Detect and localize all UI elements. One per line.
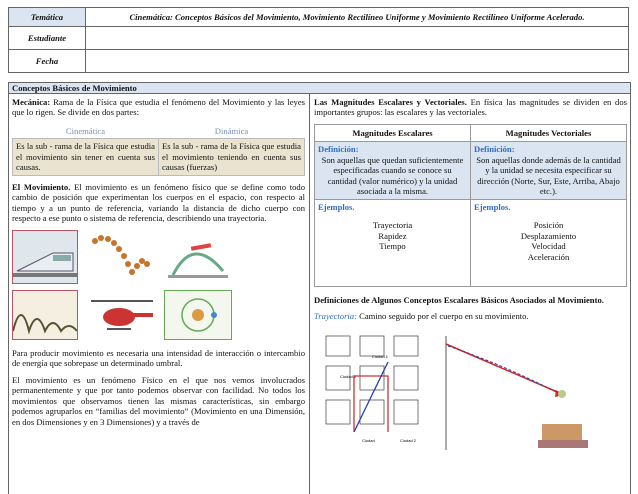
ej-vectoriales-label: Ejemplos. <box>474 201 511 212</box>
diagram-label: Ciudad <box>362 437 375 443</box>
motion-illustrations <box>12 230 305 342</box>
ej-vectoriales-cell <box>471 199 627 286</box>
diagram-label: Ciudad 1 <box>372 353 389 359</box>
ej-escalares-label: Ejemplos. <box>318 201 355 212</box>
train-illustration <box>12 230 78 284</box>
ej-vectorial-item: Aceleración <box>527 251 570 262</box>
estudiante-value[interactable] <box>86 27 629 50</box>
mecanica-paragraph <box>12 97 305 118</box>
mecanica-text: Rama de la Física que estudia el fenómeno del Movimiento y las leyes que lo rigen. Se divide en dos partes: <box>12 97 305 118</box>
trayectoria-term: Trayectoria: <box>314 311 357 322</box>
bouncing-ball-illustration <box>88 232 154 284</box>
definiciones-title-text: Definiciones de Algunos Conceptos Escalares Básicos Asociados al Movimiento. <box>314 294 604 305</box>
tematica-value: Cinemática: Conceptos Básicos del Movimiento, Movimiento Rectilíneo Uniforme y Movimiento Rectilíneo Uniforme Acelerado. <box>86 8 629 27</box>
magnitudes-text: En física las magnitudes se dividen en dos importantes grupos: las escalares y las vectoriales. <box>314 97 627 118</box>
energia-paragraph: Para producir movimiento es necesaria una intensidad de interacción o intercambio de energía que sobrepase un determinado umbral. <box>12 347 305 369</box>
ej-escalares-cell <box>315 199 471 286</box>
magnitudes-table <box>314 124 627 287</box>
trayectoria-text: Camino seguido por el cuerpo en su movimiento. <box>356 311 529 322</box>
city-grid-diagram <box>322 332 430 452</box>
magnitudes-paragraph <box>314 97 627 118</box>
magnitudes-term: Las Magnitudes Escalares y Vectoriales. <box>314 97 467 107</box>
projectile-diagram <box>442 334 592 452</box>
branches-table <box>12 124 305 176</box>
movimiento-text: El movimiento es un fenómeno físico que se define como todo cambio de posición que experimentan los cuerpos en el espacio, con respecto al tiempo y a un punto de referencia, variando la distancia de dicho cuerpo con respecto a ese punto o sistema de referencia, describiendo una trayectoria. <box>12 181 305 224</box>
def-vectorial-text: Son aquellas donde además de la cantidad y la unidad se necesita especificar su dirección (Norte, Sur, Este, Arriba, Abajo etc.). <box>476 154 621 197</box>
fenomeno-paragraph: El movimiento es un fenómeno Físico en el que nos vemos involucrados permanentemente y que por tanto podemos observar con facilidad. No todos los movimientos que observamos tienen las mismas características, sin embargo podemos agruparlos en “familias del movimiento” (Movimiento en una Dimensión, en dos Dimensiones y en 3 Dimensiones) y a través de <box>12 374 305 427</box>
orbit-illustration <box>164 290 232 340</box>
rollercoaster-illustration <box>12 290 78 340</box>
diagram-label: Ciudad 2 <box>340 373 357 379</box>
movimiento-paragraph <box>12 182 305 224</box>
col-vectoriales: Magnitudes Vectoriales <box>471 124 627 141</box>
col-escalares: Magnitudes Escalares <box>315 124 471 141</box>
right-column <box>314 97 627 456</box>
ej-vectorial-item: Posición <box>533 220 564 231</box>
column-divider <box>309 94 310 494</box>
diagram-label: Ciudad 2 <box>400 437 417 443</box>
ej-escalar-item: Trayectoria <box>372 220 413 231</box>
ej-vectorial-item: Velocidad <box>531 241 566 252</box>
def-vectorial-label: Definición: <box>474 144 515 155</box>
definiciones-title <box>314 295 627 305</box>
ej-escalares-list <box>318 220 467 251</box>
header-table <box>8 7 629 73</box>
movimiento-term: El Movimiento. <box>12 181 71 192</box>
content-box <box>8 82 631 494</box>
ej-escalar-item: Tiempo <box>379 241 406 252</box>
ej-vectorial-item: Desplazamiento <box>520 230 577 241</box>
trajectory-diagrams <box>314 328 627 456</box>
fecha-value[interactable] <box>86 50 629 73</box>
helicopter-illustration <box>88 290 156 340</box>
high-jump-illustration <box>162 230 234 284</box>
cinematica-head: Cinemática <box>65 125 106 136</box>
dinamica-def: Es la sub - rama de la Física que estudia el movimiento teniendo en cuenta sus causas (fuerzas) <box>159 139 305 175</box>
ej-vectoriales-list <box>474 220 623 262</box>
def-escalar-label: Definición: <box>318 144 359 155</box>
def-escalar-cell <box>315 142 471 199</box>
fecha-label: Fecha <box>9 50 86 73</box>
left-column <box>12 97 305 433</box>
section-title: Conceptos Básicos de Movimiento <box>9 83 630 94</box>
tematica-label: Temática <box>9 8 86 27</box>
ej-escalar-item: Rapidez <box>378 230 407 241</box>
def-vectorial-cell <box>471 142 627 199</box>
def-escalar-text: Son aquellas que quedan suficientemente especificadas cuando se conoce su cantidad (valor numérico) y la unidad asociada a la misma. <box>321 154 464 197</box>
cinematica-def: Es la sub - rama de la Física que estudia el movimiento sin tener en cuenta sus causas. <box>13 139 159 175</box>
estudiante-label: Estudiante <box>9 27 86 50</box>
dinamica-head: Dinámica <box>214 125 249 136</box>
trayectoria-paragraph <box>314 311 627 321</box>
mecanica-term: Mecánica: <box>12 97 51 107</box>
